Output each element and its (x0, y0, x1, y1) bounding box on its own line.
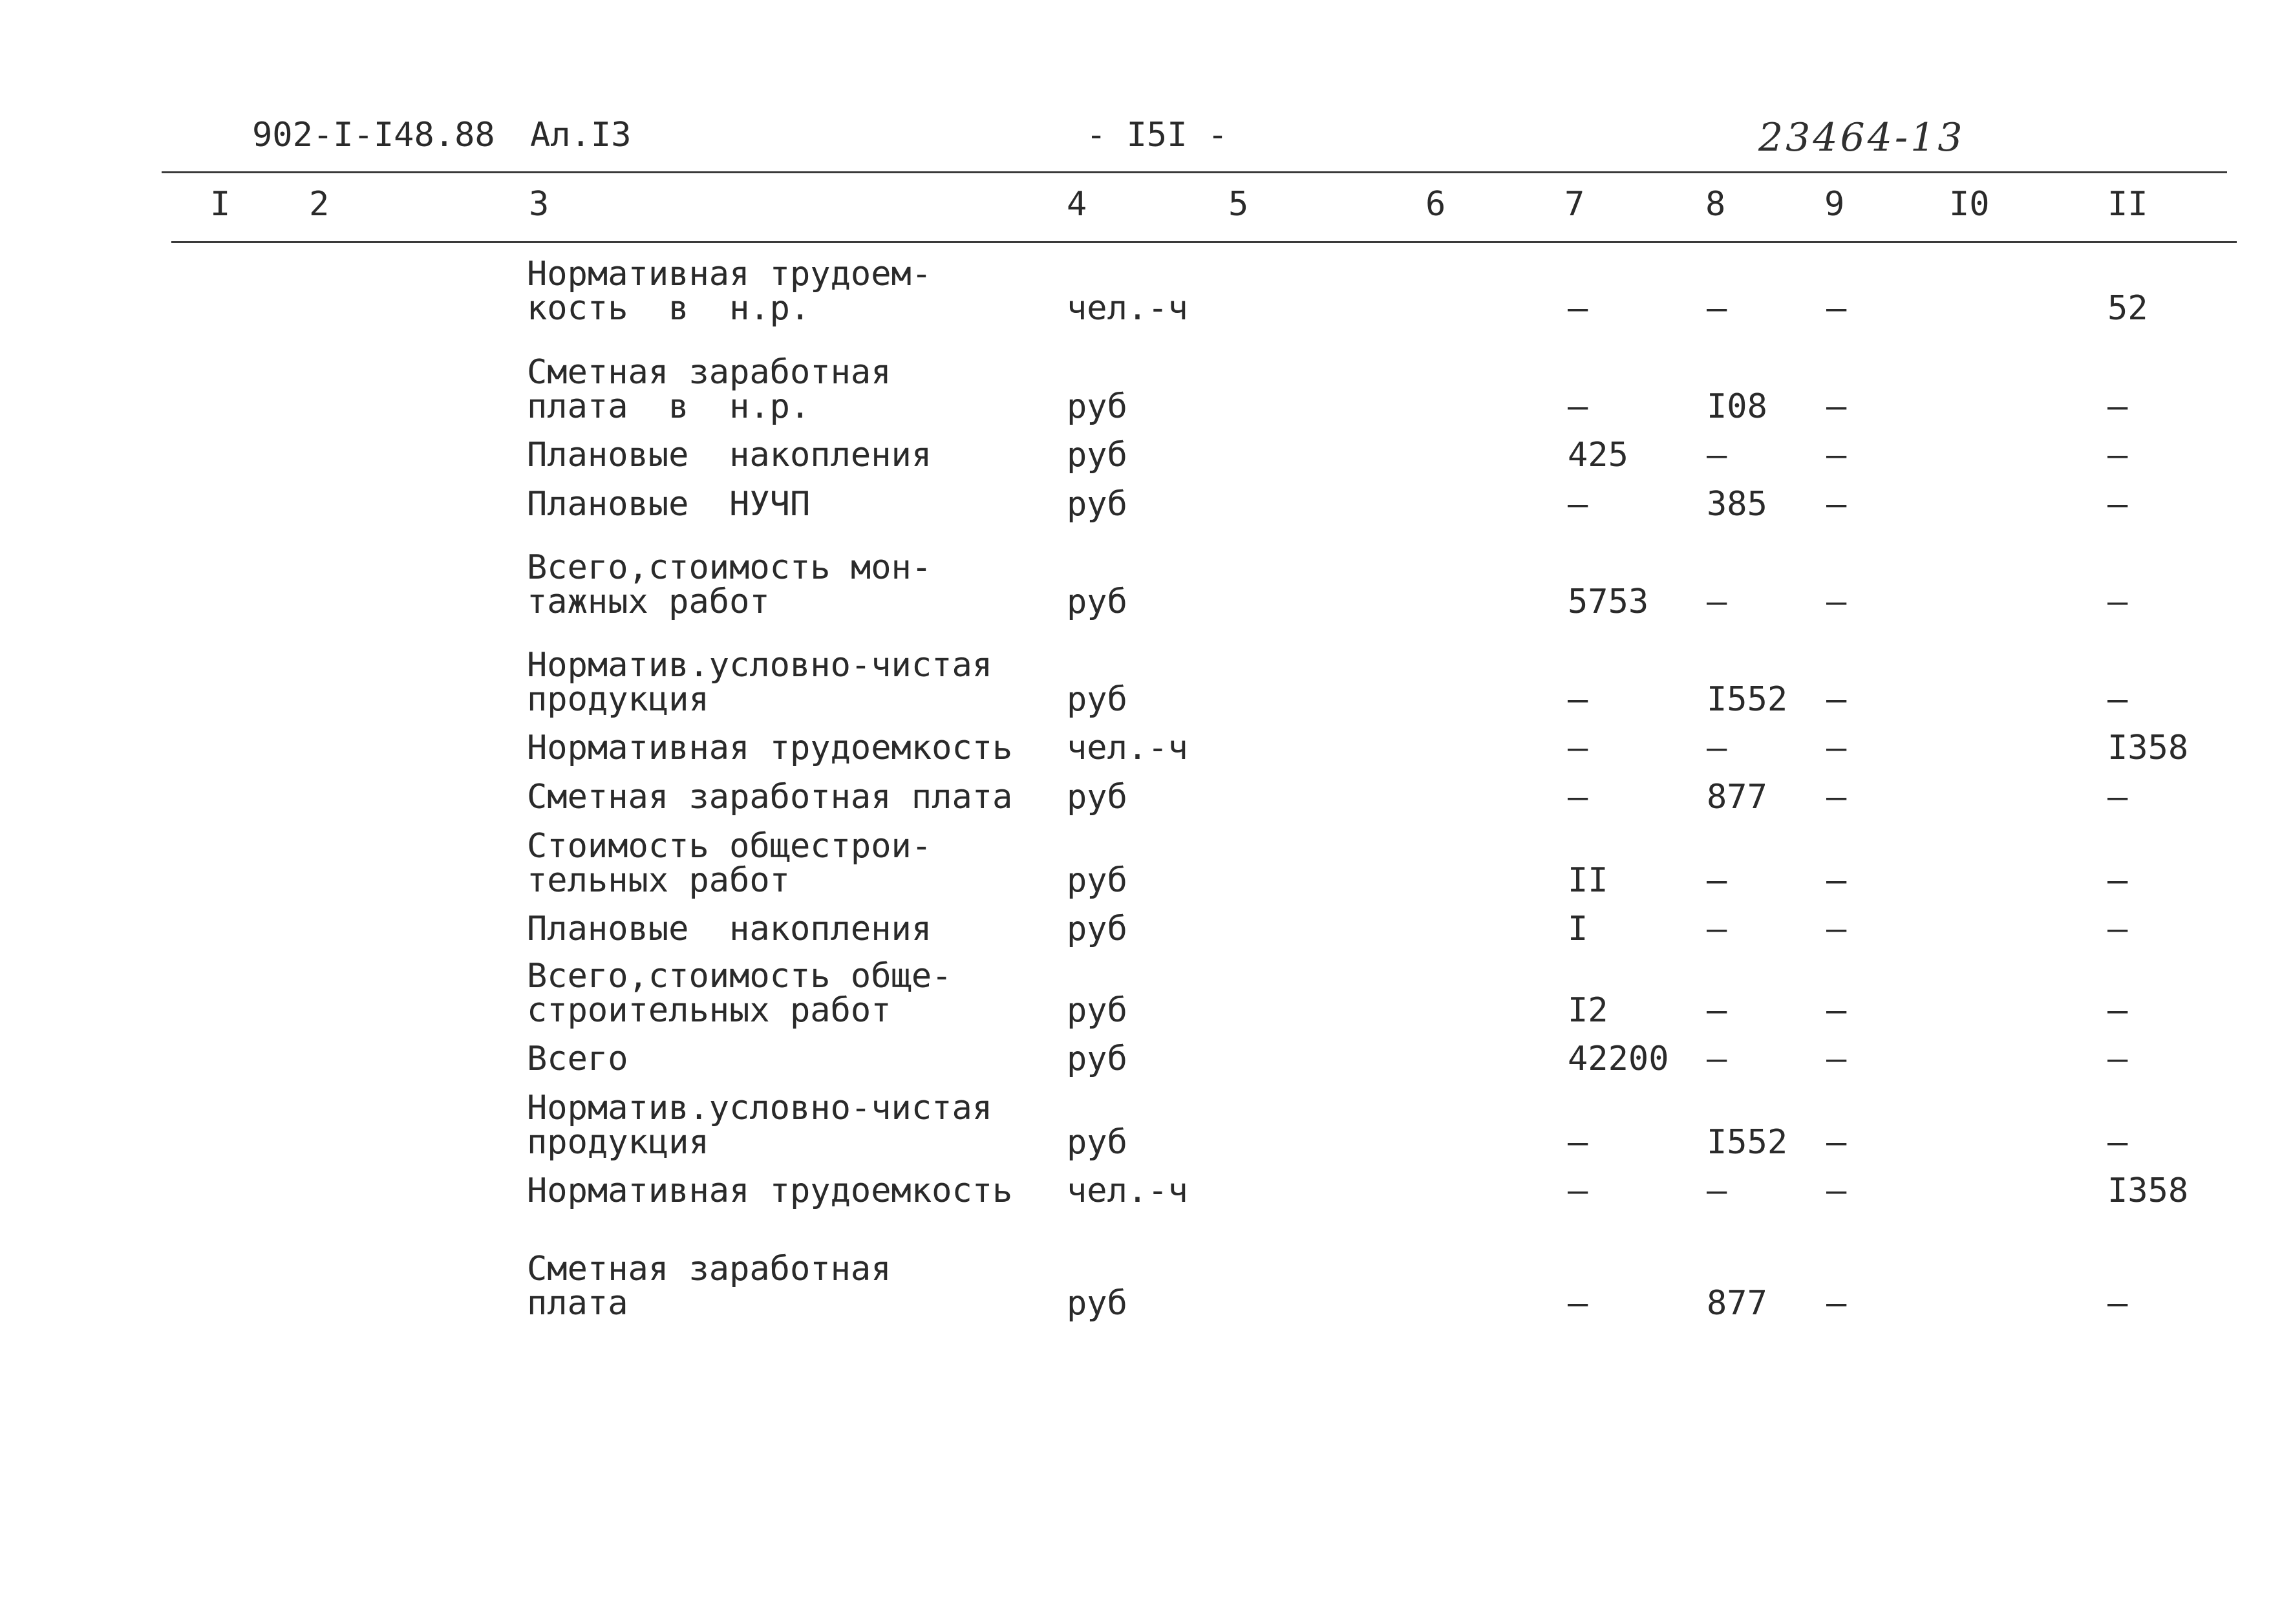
row-name: Всего,стоимость обще- строительных работ (527, 957, 952, 1030)
table-row (0, 1091, 2282, 1160)
row-value-col8: – (1707, 991, 1727, 1030)
row-value-col8: – (1707, 861, 1727, 900)
row-value-col7: I2 (1568, 991, 1608, 1030)
row-value-col7: II (1568, 861, 1608, 900)
row-value-col11: – (2107, 387, 2128, 426)
row-value-col11: – (2107, 485, 2128, 524)
row-unit: руб (1067, 436, 1127, 475)
table-row (0, 648, 2282, 717)
row-value-col8: 877 (1707, 778, 1767, 817)
table-row (0, 548, 2282, 621)
table-row (0, 353, 2282, 426)
column-number-8: 8 (1705, 185, 1726, 224)
table-row (0, 438, 2282, 473)
row-value-col7: – (1568, 680, 1588, 719)
row-name: Сметная заработная плата в н.р. (527, 353, 891, 426)
table-row (0, 912, 2282, 946)
row-value-col8: 385 (1707, 485, 1767, 524)
column-number-5: 5 (1228, 185, 1249, 224)
row-value-col9: – (1826, 991, 1847, 1030)
row-value-col9: – (1826, 436, 1847, 475)
row-value-col7: – (1568, 729, 1588, 767)
row-unit: руб (1067, 387, 1127, 426)
row-value-col9: – (1826, 1284, 1847, 1323)
row-value-col11: – (2107, 778, 2128, 817)
row-value-col8: – (1707, 1171, 1727, 1210)
row-unit: руб (1067, 582, 1127, 621)
row-name: Норматив.условно-чистая продукция (527, 646, 993, 719)
column-number-6: 6 (1425, 185, 1446, 224)
row-value-col11: – (2107, 436, 2128, 475)
row-value-col11: I358 (2107, 729, 2189, 767)
table-row (0, 1171, 2282, 1210)
row-unit: руб (1067, 910, 1127, 948)
table-row (0, 487, 2282, 522)
row-unit: чел.-ч (1067, 1171, 1188, 1210)
row-value-col7: 5753 (1568, 582, 1649, 621)
row-value-col11: – (2107, 582, 2128, 621)
column-number-3: 3 (529, 185, 549, 224)
row-value-col11: – (2107, 1040, 2128, 1078)
row-name: Плановые накопления (527, 910, 932, 948)
table-row (0, 829, 2282, 898)
row-value-col9: – (1826, 729, 1847, 767)
column-number-7: 7 (1564, 185, 1585, 224)
table-row (0, 959, 2282, 1028)
row-name: Норматив.условно-чистая продукция (527, 1089, 993, 1162)
page-number: - I5I - (1086, 116, 1228, 155)
row-value-col7: – (1568, 485, 1588, 524)
handwritten-document-number: 23464-13 (1758, 115, 1965, 160)
table-row (0, 780, 2282, 815)
row-name: Сметная заработная плата (527, 1250, 891, 1323)
table-row (0, 731, 2282, 765)
column-number-4: 4 (1067, 185, 1087, 224)
row-value-col7: – (1568, 289, 1588, 328)
row-value-col7: – (1568, 387, 1588, 426)
row-value-col8: – (1707, 1040, 1727, 1078)
row-unit: чел.-ч (1067, 729, 1188, 767)
row-value-col9: – (1826, 680, 1847, 719)
row-value-col9: – (1826, 1040, 1847, 1078)
row-unit: руб (1067, 861, 1127, 900)
row-value-col9: – (1826, 387, 1847, 426)
row-value-col8: I08 (1707, 387, 1767, 426)
row-name: Плановые накопления (527, 436, 932, 475)
row-value-col9: – (1826, 1171, 1847, 1210)
header-bottom-rule (171, 241, 2237, 243)
row-value-col7: – (1568, 1171, 1588, 1210)
row-value-col7: 425 (1568, 436, 1628, 475)
row-value-col11: – (2107, 991, 2128, 1030)
row-unit: руб (1067, 991, 1127, 1030)
row-name: Всего,стоимость мон- тажных работ (527, 548, 932, 621)
row-value-col11: – (2107, 680, 2128, 719)
row-name: Всего (527, 1040, 628, 1078)
row-value-col9: – (1826, 910, 1847, 948)
row-value-col9: – (1826, 778, 1847, 817)
row-name: Стоимость общестрои- тельных работ (527, 827, 932, 900)
row-name: Нормативная трудоем- кость в н.р. (527, 255, 932, 328)
row-value-col11: 52 (2107, 289, 2148, 328)
table-row (0, 1042, 2282, 1076)
table-row (0, 257, 2282, 326)
row-name: Сметная заработная плата (527, 778, 1013, 817)
row-unit: руб (1067, 1284, 1127, 1323)
row-unit: руб (1067, 485, 1127, 524)
row-value-col7: – (1568, 1284, 1588, 1323)
column-number-9: 9 (1824, 185, 1845, 224)
row-value-col9: – (1826, 582, 1847, 621)
row-value-col11: I358 (2107, 1171, 2189, 1210)
row-unit: руб (1067, 680, 1127, 719)
row-unit: руб (1067, 778, 1127, 817)
row-value-col8: – (1707, 289, 1727, 328)
row-name: Нормативная трудоемкость (527, 729, 1013, 767)
row-value-col8: – (1707, 910, 1727, 948)
row-value-col11: – (2107, 910, 2128, 948)
row-value-col7: – (1568, 1123, 1588, 1162)
row-value-col8: – (1707, 582, 1727, 621)
column-number-10: I0 (1949, 185, 1990, 224)
row-value-col9: – (1826, 861, 1847, 900)
row-value-col11: – (2107, 1123, 2128, 1162)
row-value-col11: – (2107, 861, 2128, 900)
row-value-col8: I552 (1707, 680, 1788, 719)
row-value-col9: – (1826, 485, 1847, 524)
header-top-rule (162, 171, 2227, 173)
row-value-col8: – (1707, 729, 1727, 767)
row-name: Плановые НУЧП (527, 485, 811, 524)
row-name: Нормативная трудоемкость (527, 1171, 1013, 1210)
row-value-col7: 42200 (1568, 1040, 1669, 1078)
row-value-col7: – (1568, 778, 1588, 817)
row-value-col9: – (1826, 1123, 1847, 1162)
row-unit: руб (1067, 1123, 1127, 1162)
table-row (0, 1252, 2282, 1321)
row-unit: чел.-ч (1067, 289, 1188, 328)
column-number-11: II (2107, 185, 2148, 224)
album-number: Ал.I3 (530, 116, 632, 155)
row-value-col8: – (1707, 436, 1727, 475)
document-code: 902-I-I48.88 (252, 116, 495, 155)
row-value-col9: – (1826, 289, 1847, 328)
row-unit: руб (1067, 1040, 1127, 1078)
row-value-col8: 877 (1707, 1284, 1767, 1323)
column-number-2: 2 (309, 185, 330, 224)
row-value-col7: I (1568, 910, 1588, 948)
row-value-col11: – (2107, 1284, 2128, 1323)
column-number-1: I (210, 185, 231, 224)
row-value-col8: I552 (1707, 1123, 1788, 1162)
